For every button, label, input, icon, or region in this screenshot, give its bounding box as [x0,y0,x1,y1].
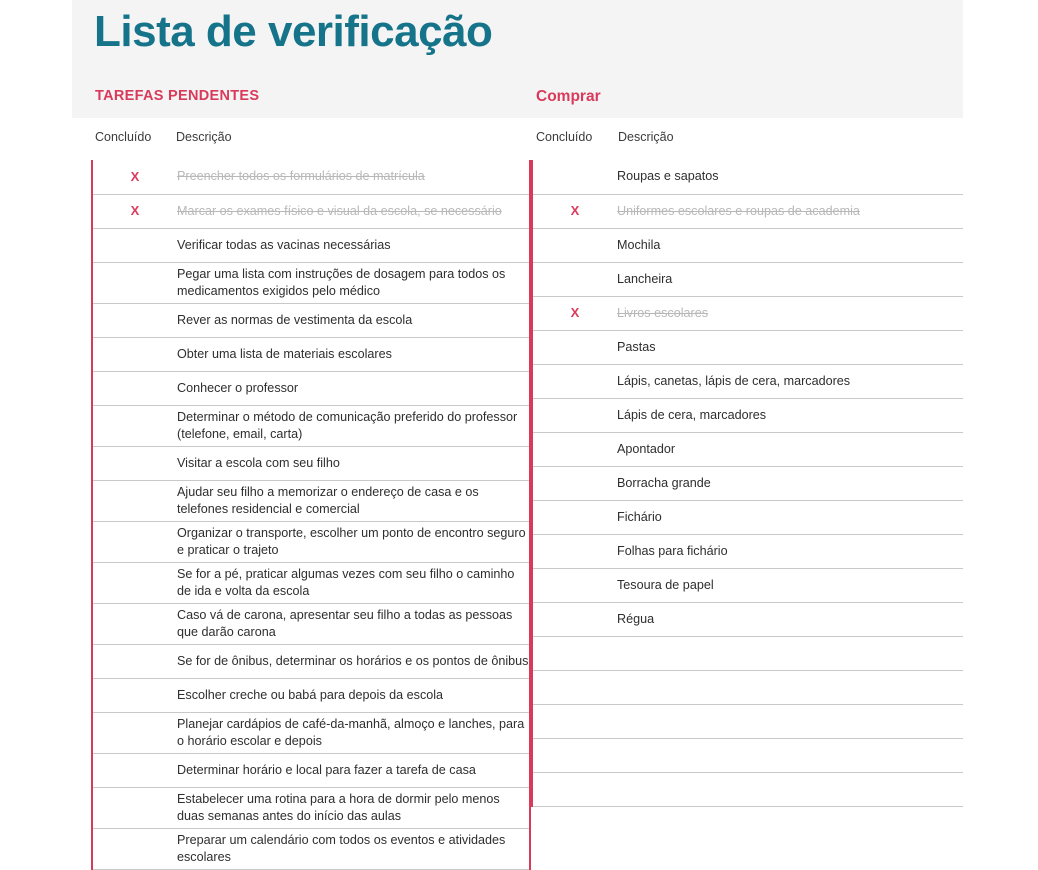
description-cell[interactable] [617,432,963,466]
task-label: Planejar cardápios de café-da-manhã, almoço e lanches, para o horário escolar e depois [177,716,525,748]
description-cell[interactable] [617,364,963,398]
check-x-icon: X [130,203,140,218]
table-row[interactable] [92,828,530,869]
description-cell[interactable] [617,704,963,738]
done-checkbox-cell[interactable] [532,534,617,568]
description-cell[interactable] [617,738,963,772]
description-cell[interactable] [617,568,963,602]
description-cell[interactable] [617,500,963,534]
task-label: Tesoura de papel [617,577,714,592]
table-row[interactable] [92,160,530,194]
task-label: Verificar todas as vacinas necessárias [177,237,391,252]
table-row[interactable] [92,562,530,603]
done-checkbox-cell[interactable] [92,828,177,869]
column-header-right-done: Concluído [536,130,593,144]
done-checkbox-cell[interactable] [92,371,177,405]
description-cell[interactable] [617,670,963,704]
table-row[interactable] [532,704,963,738]
tasks-table-body [92,160,530,869]
table-row[interactable] [532,228,963,262]
column-header-left-done: Concluído [95,130,152,144]
task-label: Se for a pé, praticar algumas vezes com seu filho o caminho de ida e volta da escola [177,566,515,598]
description-cell[interactable] [617,398,963,432]
done-checkbox-cell[interactable] [92,303,177,337]
done-checkbox-cell[interactable] [92,405,177,446]
description-cell[interactable] [177,228,530,262]
task-label: Pastas [617,339,656,354]
description-cell[interactable] [177,603,530,644]
table-row[interactable] [532,398,963,432]
table-row[interactable] [92,262,530,303]
done-checkbox-cell[interactable] [92,228,177,262]
task-label: Determinar o método de comunicação preferido do professor (telefone, email, carta) [177,409,518,441]
table-row[interactable] [532,534,963,568]
task-label: Lápis, canetas, lápis de cera, marcadores [617,373,851,388]
done-checkbox-cell[interactable] [532,602,617,636]
description-cell[interactable] [617,534,963,568]
task-label [617,650,963,656]
done-checkbox-cell[interactable] [532,568,617,602]
table-row[interactable] [92,644,530,678]
task-label: Caso vá de carona, apresentar seu filho a todas as pessoas que darão carona [177,607,513,639]
table-row[interactable] [92,521,530,562]
done-checkbox-cell[interactable] [92,644,177,678]
shopping-table-body [532,160,963,806]
task-label: Pegar uma lista com instruções de dosagem para todos os medicamentos exigidos pelo médico [177,266,506,298]
description-cell[interactable] [177,753,530,787]
done-checkbox-cell[interactable] [92,712,177,753]
check-x-icon: X [130,168,140,184]
task-label: Ajudar seu filho a memorizar o endereço de casa e os telefones residencial e comercial [177,484,479,516]
done-checkbox-cell[interactable] [92,603,177,644]
table-row[interactable] [92,371,530,405]
task-label: Organizar o transporte, escolher um ponto de encontro seguro e praticar o trajeto [177,525,526,557]
table-row[interactable] [532,160,963,194]
done-checkbox-cell[interactable] [532,500,617,534]
task-label: Uniformes escolares e roupas de academia [617,203,860,218]
done-checkbox-cell[interactable] [532,262,617,296]
done-checkbox-cell[interactable] [532,330,617,364]
description-cell[interactable] [177,371,530,405]
description-cell[interactable] [617,194,963,228]
task-label: Livros escolares [617,305,708,320]
page-title: Lista de verificação [94,7,493,56]
table-row[interactable] [532,568,963,602]
check-x-icon: X [570,203,580,218]
description-cell[interactable] [617,262,963,296]
done-checkbox-cell[interactable] [532,704,617,738]
done-checkbox-cell[interactable] [532,432,617,466]
table-row[interactable] [532,432,963,466]
description-cell[interactable] [177,194,530,228]
table-row[interactable] [92,228,530,262]
task-label: Borracha grande [617,475,711,490]
done-checkbox-cell[interactable] [92,262,177,303]
task-label: Determinar horário e local para fazer a tarefa de casa [177,762,476,777]
task-label: Apontador [617,441,676,456]
tasks-table [91,160,531,870]
table-row[interactable] [532,262,963,296]
column-header-left-description: Descrição [176,130,232,144]
description-cell[interactable] [177,644,530,678]
table-row[interactable] [532,772,963,806]
description-cell[interactable] [177,160,530,194]
description-cell[interactable] [177,521,530,562]
table-row[interactable] [532,194,963,228]
table-row[interactable] [532,500,963,534]
table-row[interactable] [92,678,530,712]
table-row[interactable] [92,405,530,446]
task-label [617,718,963,724]
description-cell[interactable] [617,466,963,500]
check-x-icon: X [570,305,580,320]
done-checkbox-cell[interactable] [92,480,177,521]
table-row[interactable] [92,480,530,521]
task-label: Lápis de cera, marcadores [617,407,767,422]
task-label: Fichário [617,509,662,524]
done-checkbox-cell[interactable] [532,738,617,772]
table-row[interactable] [92,337,530,371]
description-cell[interactable] [177,446,530,480]
description-cell[interactable] [617,296,963,330]
table-row[interactable] [532,670,963,704]
section-caption-tasks: TAREFAS PENDENTES [95,88,260,104]
section-caption-shopping: Comprar [536,88,601,105]
task-label [617,684,963,690]
description-cell[interactable] [177,262,530,303]
column-header-right-description: Descrição [618,130,674,144]
task-label: Régua [617,611,655,626]
done-checkbox-cell[interactable] [532,194,617,228]
task-label: Conhecer o professor [177,380,299,395]
table-row[interactable] [92,712,530,753]
description-cell[interactable] [177,303,530,337]
task-label: Estabelecer uma rotina para a hora de dormir pelo menos duas semanas antes do início das aulas [177,791,500,823]
description-cell[interactable] [177,828,530,869]
table-row[interactable] [532,466,963,500]
done-checkbox-cell[interactable] [532,228,617,262]
task-label: Preparar um calendário com todos os eventos e atividades escolares [177,832,506,864]
description-cell[interactable] [177,337,530,371]
done-checkbox-cell[interactable] [92,678,177,712]
task-label: Roupas e sapatos [617,169,719,184]
task-label: Mochila [617,237,661,252]
description-cell[interactable] [177,562,530,603]
done-checkbox-cell[interactable] [532,466,617,500]
table-row[interactable] [92,787,530,828]
done-checkbox-cell[interactable] [92,160,177,194]
task-label: Marcar os exames físico e visual da escola, se necessário [177,203,502,218]
table-row[interactable] [532,636,963,670]
table-row[interactable] [92,603,530,644]
task-label: Se for de ônibus, determinar os horários e os pontos de ônibus [177,653,529,668]
done-checkbox-cell[interactable] [532,398,617,432]
description-cell[interactable] [617,602,963,636]
description-cell[interactable] [177,480,530,521]
table-row[interactable] [532,738,963,772]
description-cell[interactable] [177,712,530,753]
description-cell[interactable] [177,405,530,446]
done-checkbox-cell[interactable] [92,194,177,228]
table-row[interactable] [532,330,963,364]
done-checkbox-cell[interactable] [92,337,177,371]
done-checkbox-cell[interactable] [532,364,617,398]
done-checkbox-cell[interactable] [532,670,617,704]
task-label: Preencher todos os formulários de matrícula [177,169,425,184]
description-cell[interactable] [617,330,963,364]
description-cell[interactable] [617,160,963,194]
description-cell[interactable] [617,228,963,262]
table-row[interactable] [532,364,963,398]
shopping-table [531,160,963,807]
table-row[interactable] [92,303,530,337]
task-label: Visitar a escola com seu filho [177,455,340,470]
done-checkbox-cell[interactable] [532,636,617,670]
task-label [617,786,963,792]
description-cell[interactable] [177,678,530,712]
table-row[interactable] [532,296,963,330]
done-checkbox-cell[interactable] [532,160,617,194]
done-checkbox-cell[interactable] [532,772,617,806]
done-checkbox-cell[interactable] [92,446,177,480]
task-label: Lancheira [617,271,673,286]
done-checkbox-cell[interactable] [92,753,177,787]
description-cell[interactable] [617,772,963,806]
table-row[interactable] [92,194,530,228]
task-label: Obter uma lista de materiais escolares [177,346,392,361]
table-row[interactable] [92,753,530,787]
table-row[interactable] [92,446,530,480]
task-label: Rever as normas de vestimenta da escola [177,312,413,327]
description-cell[interactable] [177,787,530,828]
task-label: Escolher creche ou babá para depois da escola [177,687,444,702]
done-checkbox-cell[interactable] [92,562,177,603]
task-label: Folhas para fichário [617,543,728,558]
task-label [617,752,963,758]
done-checkbox-cell[interactable] [92,521,177,562]
done-checkbox-cell[interactable] [532,296,617,330]
table-row[interactable] [532,602,963,636]
description-cell[interactable] [617,636,963,670]
done-checkbox-cell[interactable] [92,787,177,828]
